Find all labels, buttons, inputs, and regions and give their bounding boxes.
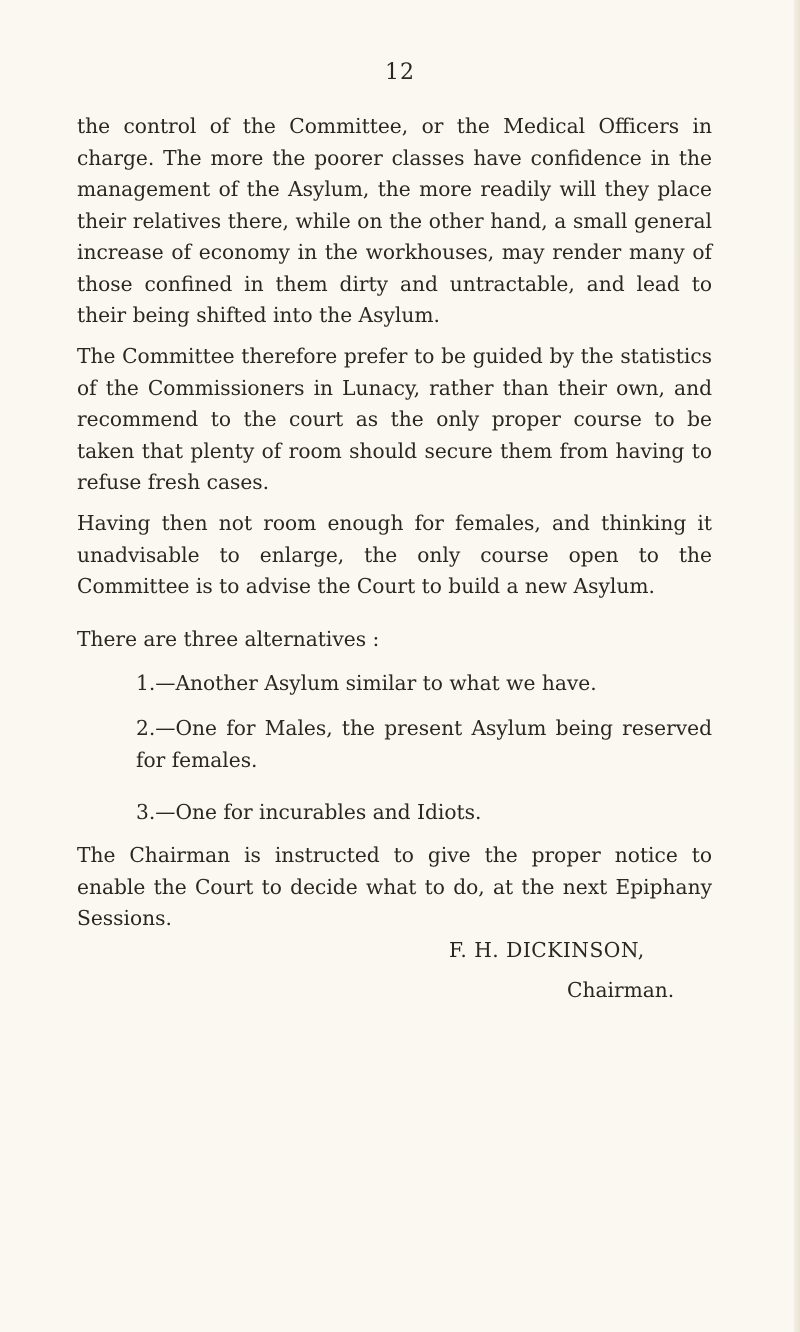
list-item-number: 1. <box>136 671 156 695</box>
list-item <box>136 713 712 776</box>
paragraph-committee-statistics: The Committee therefore prefer to be guided by the statistics of the Commissioners in Lunacy, rather than their own, and recommend to the court as the only proper course to be taken that plenty of room should secure them from having to refuse fresh cases. <box>77 344 712 494</box>
paragraph-new-asylum: Having then not room enough for females, and thinking it unadvisable to enlarge, the only course open to the Committee is to advise the Court to build a new Asylum. <box>77 511 712 598</box>
list-item <box>136 668 711 700</box>
paragraph-alternatives-intro: There are three alternatives : <box>77 627 380 651</box>
list-item-text: —Another Asylum similar to what we have. <box>155 671 597 695</box>
signature-title: Chairman. <box>567 978 675 1002</box>
paragraph-control-of-committee: the control of the Committee, or the Medical Officers in charge. The more the poorer classes have confidence in the management of the Asylum, the more readily will they place their relatives there, while on the other hand, a small general increase of economy in the workhouses, may render many of those confined in them dirty and untractable, and lead to their being shifted into the Asylum. <box>77 114 712 327</box>
list-item-number: 2. <box>136 716 156 740</box>
list-item-text: —One for incurables and Idiots. <box>155 800 482 824</box>
list-item-text: —One for Males, the present Asylum being reserved for females. <box>136 716 712 772</box>
paragraph-chairman-notice: The Chairman is instructed to give the proper notice to enable the Court to decide what to do, at the next Epiphany Sessions. <box>77 843 712 930</box>
list-item <box>136 797 711 829</box>
list-item-number: 3. <box>136 800 156 824</box>
page-edge <box>794 0 800 1332</box>
signature-name: F. H. DICKINSON, <box>449 938 645 962</box>
page-number: 12 <box>385 60 415 85</box>
